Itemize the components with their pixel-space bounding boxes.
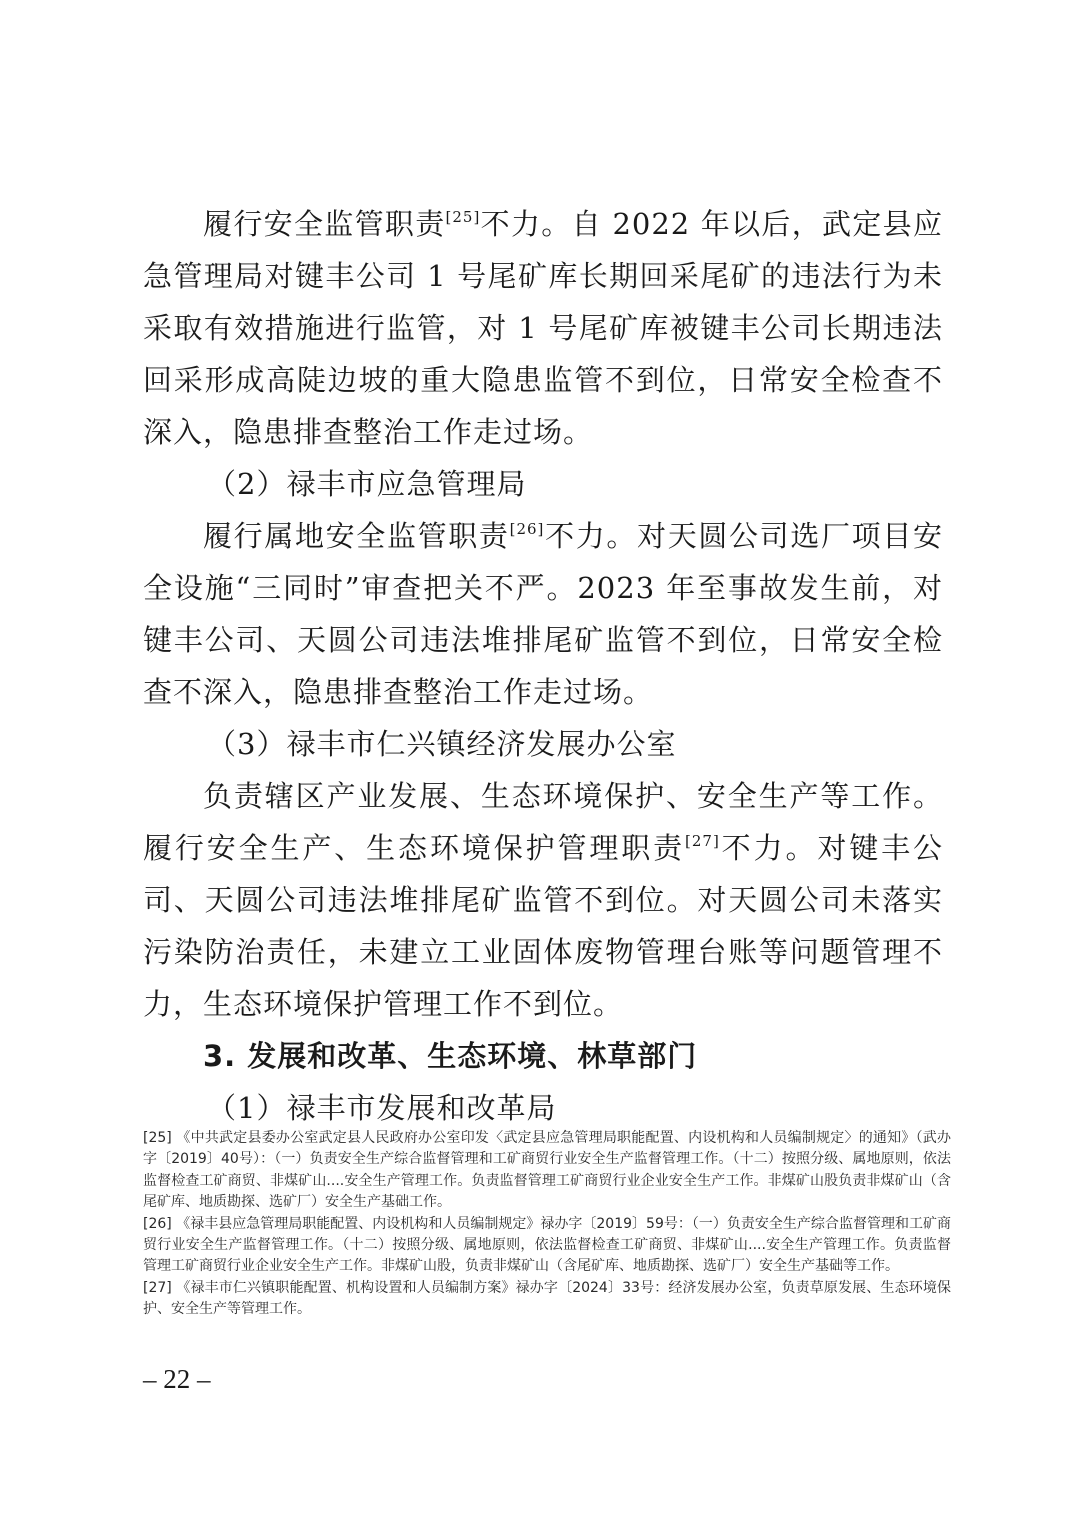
footnote-27: [27] 《禄丰市仁兴镇职能配置、机构设置和人员编制方案》禄办字〔2024〕33号：经济发展办公室，负责草原发展、生态环境保护、安全生产等管理工作。 [143, 1279, 951, 1318]
footnote-25: [25] 《中共武定县委办公室武定县人民政府办公室印发〈武定县应急管理局职能配置、内设机构和人员编制规定〉的通知》（武办字〔2019〕40号）：（一）负责安全生产综合监督管理和工矿商贸行业安全生产监督管理工作。（十二）按照分级、属地原则，依法监督检查工矿商贸、非煤矿山....安全生产管理工作。负责监督管理工矿商贸行业企业安全生产工作。非煤矿山股负责非煤矿山（含尾矿库、地质勘探、选矿厂）安全生产基础工作。 [143, 1130, 951, 1211]
page-number: – 22 – [143, 1364, 211, 1394]
subheading-lufeng-development: （1）禄丰市发展和改革局 [207, 1091, 557, 1125]
footnotes [143, 1128, 951, 1321]
footnote-26: [26] 《禄丰县应急管理局职能配置、内设机构和人员编制规定》禄办字〔2019〕59号：（一）负责安全生产综合监督管理和工矿商贸行业安全生产监督管理工作。（十二）按照分级、属地原则，依法监督检查工矿商贸、非煤矿山....安全生产管理工作。负责监督管理工矿商贸行业企业安全生产工作。非煤矿山股，负责非煤矿山（含尾矿库、地质勘探、选矿厂）安全生产基础等工作。 [143, 1215, 951, 1275]
body-text [143, 198, 943, 1134]
subheading-renxing-office: （3）禄丰市仁兴镇经济发展办公室 [207, 727, 677, 761]
subheading-lufeng-emergency: （2）禄丰市应急管理局 [207, 467, 527, 501]
paragraph-lufeng-emergency: 履行属地安全监管职责[26]不力。对天圆公司选厂项目安全设施“三同时”审查把关不严。2023 年至事故发生前，对键丰公司、天圆公司违法堆排尾矿监管不到位，日常安全检查不深入，隐患排查整治工作走过场。 [143, 519, 943, 709]
footnote-ref-27: [27] [685, 832, 720, 850]
paragraph-wuding-emergency: 履行安全监管职责[25]不力。自 2022 年以后，武定县应急管理局对键丰公司 1 号尾矿库长期回采尾矿的违法行为未采取有效措施进行监管，对 1 号尾矿库被键丰公司长期违法回采形成高陡边坡的重大隐患监管不到位，日常安全检查不深入，隐患排查整治工作走过场。 [143, 207, 943, 449]
footnote-ref-25: [25] [445, 208, 481, 226]
paragraph-renxing-office: 负责辖区产业发展、生态环境保护、安全生产等工作。履行安全生产、生态环境保护管理职责[27]不力。对键丰公司、天圆公司违法堆排尾矿监管不到位。对天圆公司未落实污染防治责任，未建立工业固体废物管理台账等问题管理不力，生态环境保护管理工作不到位。 [143, 779, 943, 1021]
footnote-ref-26: [26] [509, 520, 545, 538]
section-heading-3: 3. 发展和改革、生态环境、林草部门 [203, 1039, 698, 1073]
